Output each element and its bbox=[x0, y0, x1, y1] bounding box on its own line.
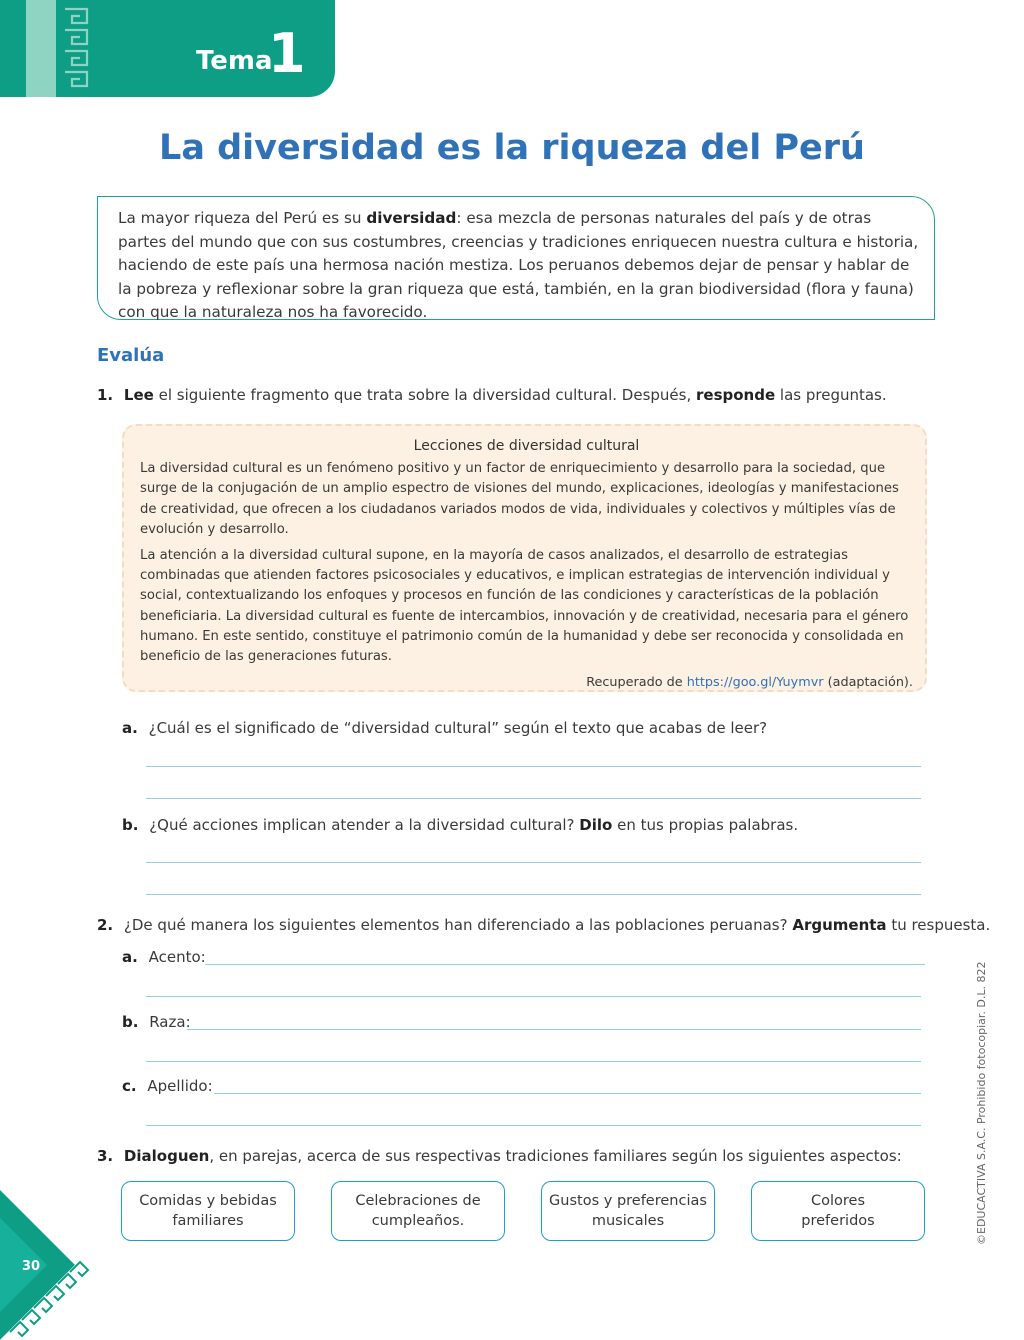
question-text: tu respuesta. bbox=[886, 916, 991, 934]
instruction-keyword: Lee bbox=[123, 386, 154, 404]
question-3 bbox=[97, 1147, 902, 1165]
reading-paragraph: La atención a la diversidad cultural supone, en la mayoría de casos analizados, el desarrollo de estrategias combinadas que atienden factores psicosociales y educativos, e implican estrategias de intervención individual y social, contextualizando los enfoques y procesos en función de las condiciones y características de la población beneficiaria. La diversidad cultural es fuente de intercambios, innovación y de creatividad, necesaria para el género humano. En este sentido, constituye el patrimonio común de la humanidad y debe ser reconocida y consolidada en beneficio de las generaciones futuras. bbox=[140, 548, 909, 665]
item-acento bbox=[122, 948, 206, 966]
subquestion-letter: b. bbox=[122, 816, 139, 834]
question-number: 1. bbox=[97, 386, 114, 404]
answer-line[interactable] bbox=[146, 862, 921, 863]
aspect-line: Celebraciones de bbox=[355, 1192, 481, 1209]
reading-source bbox=[140, 673, 913, 693]
item-label: Acento: bbox=[148, 948, 206, 966]
answer-line[interactable] bbox=[146, 766, 921, 767]
item-letter: c. bbox=[122, 1077, 137, 1095]
tema-number: 1 bbox=[268, 22, 306, 85]
question-text: ¿De qué manera los siguientes elementos han diferenciado a las poblaciones peruanas? bbox=[123, 916, 793, 934]
aspect-box bbox=[751, 1181, 925, 1241]
question-text: , en parejas, acerca de sus respectivas tradiciones familiares según los siguientes aspectos: bbox=[209, 1147, 902, 1165]
question-number: 3. bbox=[97, 1147, 114, 1165]
subquestion-text: en tus propias palabras. bbox=[612, 816, 799, 834]
item-raza bbox=[122, 1013, 191, 1031]
item-apellido bbox=[122, 1077, 213, 1095]
subquestion-letter: a. bbox=[122, 719, 138, 737]
header-decorative-stripe bbox=[26, 0, 56, 97]
subquestion-1a bbox=[122, 719, 767, 737]
instruction-keyword: Dialoguen bbox=[123, 1147, 210, 1165]
answer-line[interactable] bbox=[214, 1093, 921, 1094]
aspect-box bbox=[541, 1181, 715, 1241]
intro-text-after: : esa mezcla de personas naturales del país y de otras partes del mundo que con sus costumbres, creencias y tradiciones enriquecen nuestra cultura e historia, haciendo de este país una hermosa nación mestiza. Los peruanos debemos dejar de pensar y hablar de la pobreza y reflexionar sobre la gran riqueza que está, también, en la gran biodiversidad (flora y fauna) con que la naturaleza nos ha favorecido. bbox=[118, 209, 919, 321]
source-suffix: (adaptación). bbox=[823, 675, 913, 691]
reading-title: Lecciones de diversidad cultural bbox=[413, 438, 640, 454]
item-label: Apellido: bbox=[147, 1077, 213, 1095]
question-2 bbox=[97, 916, 990, 934]
aspect-line: familiares bbox=[172, 1213, 244, 1229]
reading-paragraph: La diversidad cultural es un fenómeno positivo y un factor de enriquecimiento y desarrollo para la sociedad, que surge de la conjugación de un amplio espectro de visiones del mundo, explicaciones, ideologías y manifestaciones de creatividad, que ofrecen a los ciudadanos variados modos de vida, individuales y colectivos y múltiples vías de evolución y desarrollo. bbox=[140, 461, 899, 537]
greek-key-ornament-icon bbox=[62, 6, 90, 92]
answer-line[interactable] bbox=[146, 894, 921, 895]
copyright-notice: ©EDUCACTIVA S.A.C. Prohibido fotocopiar. D.L. 822 bbox=[975, 961, 988, 1245]
subquestion-text: ¿Qué acciones implican atender a la diversidad cultural? bbox=[149, 816, 580, 834]
reading-passage-box bbox=[122, 424, 927, 692]
tema-label: Tema bbox=[196, 46, 273, 76]
answer-line[interactable] bbox=[146, 996, 921, 997]
aspect-line: preferidos bbox=[801, 1213, 875, 1229]
page-title: La diversidad es la riqueza del Perú bbox=[159, 128, 865, 168]
item-letter: b. bbox=[122, 1013, 139, 1031]
instruction-keyword: responde bbox=[696, 386, 776, 404]
aspect-line: Colores bbox=[810, 1192, 865, 1209]
item-letter: a. bbox=[122, 948, 138, 966]
source-prefix: Recuperado de bbox=[586, 675, 687, 691]
aspect-box bbox=[331, 1181, 505, 1241]
subquestion-1b bbox=[122, 816, 798, 834]
question-text: las preguntas. bbox=[775, 386, 887, 404]
instruction-keyword: Dilo bbox=[579, 816, 613, 834]
source-link[interactable]: https://goo.gl/Yuymvr bbox=[686, 675, 824, 691]
intro-keyword: diversidad bbox=[366, 209, 457, 227]
answer-line[interactable] bbox=[146, 798, 921, 799]
intro-text-before: La mayor riqueza del Perú es su bbox=[118, 209, 367, 227]
answer-line[interactable] bbox=[146, 1061, 921, 1062]
answer-line[interactable] bbox=[187, 1029, 921, 1030]
answer-line[interactable] bbox=[146, 1125, 921, 1126]
instruction-keyword: Argumenta bbox=[792, 916, 887, 934]
item-label: Raza: bbox=[149, 1013, 191, 1031]
intro-box bbox=[97, 196, 935, 320]
question-number: 2. bbox=[97, 916, 114, 934]
aspect-line: cumpleaños. bbox=[371, 1213, 465, 1229]
page-number: 30 bbox=[22, 1259, 41, 1274]
aspect-line: Comidas y bebidas bbox=[139, 1192, 277, 1209]
subquestion-text: ¿Cuál es el significado de “diversidad cultural” según el texto que acabas de leer? bbox=[148, 719, 768, 737]
question-text: el siguiente fragmento que trata sobre la diversidad cultural. Después, bbox=[153, 386, 696, 404]
aspect-line: musicales bbox=[591, 1213, 665, 1229]
answer-line[interactable] bbox=[205, 964, 925, 965]
aspect-line: Gustos y preferencias bbox=[549, 1192, 707, 1209]
section-heading: Evalúa bbox=[97, 345, 165, 366]
question-1 bbox=[97, 386, 887, 404]
